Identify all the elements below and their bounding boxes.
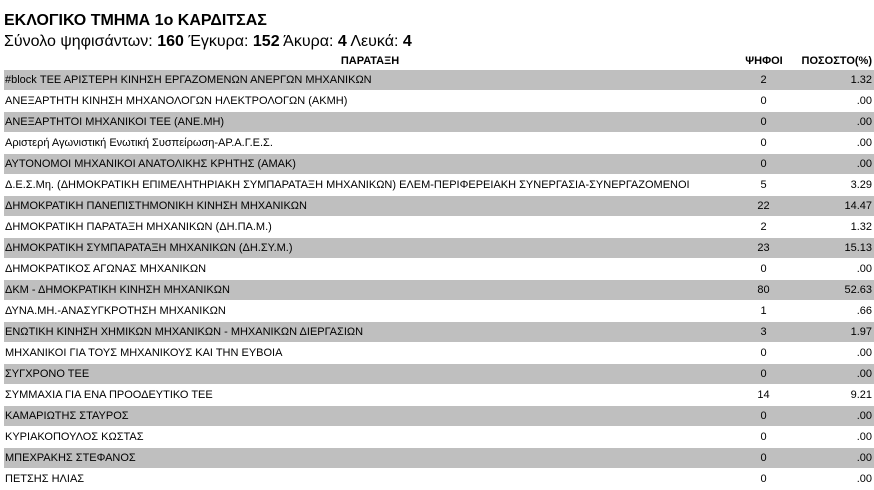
votes-cell: 2 — [736, 70, 792, 91]
percent-cell: 1.32 — [792, 217, 874, 238]
votes-cell: 23 — [736, 238, 792, 259]
invalid-value: 4 — [337, 33, 347, 50]
table-header-row — [4, 52, 874, 70]
votes-cell: 22 — [736, 196, 792, 217]
table-row — [4, 133, 874, 154]
party-name-cell: ΑΥΤΟΝΟΜΟΙ ΜΗΧΑΝΙΚΟΙ ΑΝΑΤΟΛΙΚΗΣ ΚΡΗΤΗΣ (ΑΜΑΚ) — [4, 154, 736, 175]
party-name-cell: ΣΥΜΜΑΧΙΑ ΓΙΑ ΕΝΑ ΠΡΟΟΔΕΥΤΙΚΟ ΤΕΕ — [4, 385, 736, 406]
votes-cell: 0 — [736, 364, 792, 385]
party-name-cell: ΔΚΜ - ΔΗΜΟΚΡΑΤΙΚΗ ΚΙΝΗΣΗ ΜΗΧΑΝΙΚΩΝ — [4, 280, 736, 301]
total-value: 160 — [157, 33, 184, 50]
percent-cell: .00 — [792, 364, 874, 385]
percent-cell: .00 — [792, 133, 874, 154]
votes-cell: 5 — [736, 175, 792, 196]
party-name-cell: ΔΗΜΟΚΡΑΤΙΚΗ ΣΥΜΠΑΡΑΤΑΞΗ ΜΗΧΑΝΙΚΩΝ (ΔΗ.ΣΥ.Μ.) — [4, 238, 736, 259]
votes-cell: 0 — [736, 448, 792, 469]
percent-cell: 15.13 — [792, 238, 874, 259]
party-name-cell: ΔΥΝΑ.ΜΗ.-ΑΝΑΣΥΓΚΡΟΤΗΣΗ ΜΗΧΑΝΙΚΩΝ — [4, 301, 736, 322]
votes-cell: 0 — [736, 427, 792, 448]
percent-cell: .66 — [792, 301, 874, 322]
party-name-cell: ΑΝΕΞΑΡΤΗΤΟΙ ΜΗΧΑΝΙΚΟΙ ΤΕΕ (ΑΝΕ.ΜΗ) — [4, 112, 736, 133]
party-name-cell: ΜΗΧΑΝΙΚΟΙ ΓΙΑ ΤΟΥΣ ΜΗΧΑΝΙΚΟΥΣ ΚΑΙ ΤΗΝ ΕΥΒΟΙΑ — [4, 343, 736, 364]
table-row — [4, 112, 874, 133]
votes-cell: 0 — [736, 91, 792, 112]
percent-cell: .00 — [792, 469, 874, 490]
percent-cell: .00 — [792, 448, 874, 469]
table-row — [4, 175, 874, 196]
percent-cell: 9.21 — [792, 385, 874, 406]
votes-cell: 3 — [736, 322, 792, 343]
percent-cell: .00 — [792, 91, 874, 112]
votes-cell: 14 — [736, 385, 792, 406]
table-row — [4, 217, 874, 238]
party-name-cell: ΑΝΕΞΑΡΤΗΤΗ ΚΙΝΗΣΗ ΜΗΧΑΝΟΛΟΓΩΝ ΗΛΕΚΤΡΟΛΟΓΩΝ (ΑΚΜΗ) — [4, 91, 736, 112]
party-name-cell: ΔΗΜΟΚΡΑΤΙΚΗ ΠΑΡΑΤΑΞΗ ΜΗΧΑΝΙΚΩΝ (ΔΗ.ΠΑ.Μ.) — [4, 217, 736, 238]
party-name-cell: #block ΤΕΕ ΑΡΙΣΤΕΡΗ ΚΙΝΗΣΗ ΕΡΓΑΖΟΜΕΝΩΝ ΑΝΕΡΓΩΝ ΜΗΧΑΝΙΚΩΝ — [4, 70, 736, 91]
votes-cell: 80 — [736, 280, 792, 301]
percent-cell: .00 — [792, 427, 874, 448]
votes-cell: 0 — [736, 406, 792, 427]
table-row — [4, 196, 874, 217]
party-name-cell: ΔΗΜΟΚΡΑΤΙΚΟΣ ΑΓΩΝΑΣ ΜΗΧΑΝΙΚΩΝ — [4, 259, 736, 280]
table-body — [4, 70, 874, 490]
column-header-party: ΠΑΡΑΤΑΞΗ — [4, 52, 736, 70]
table-row — [4, 469, 874, 490]
party-name-cell: ΠΕΤΣΗΣ ΗΛΙΑΣ — [4, 469, 736, 490]
percent-cell: .00 — [792, 406, 874, 427]
table-row — [4, 70, 874, 91]
party-name-cell: ΚΥΡΙΑΚΟΠΟΥΛΟΣ ΚΩΣΤΑΣ — [4, 427, 736, 448]
table-row — [4, 322, 874, 343]
percent-cell: .00 — [792, 154, 874, 175]
percent-cell: 1.32 — [792, 70, 874, 91]
party-name-cell: ΣΥΓΧΡΟΝΟ ΤΕΕ — [4, 364, 736, 385]
column-header-votes: ΨΗΦΟΙ — [736, 52, 792, 70]
party-name-cell: Δ.Ε.Σ.Μη. (ΔΗΜΟΚΡΑΤΙΚΗ ΕΠΙΜΕΛΗΤΗΡΙΑΚΗ ΣΥΜΠΑΡΑΤΑΞΗ ΜΗΧΑΝΙΚΩΝ) ΕΛΕΜ-ΠΕΡΙΦΕΡΕΙΑΚΗ ΣΥΝΕΡΓΑΣΙΑ-ΣΥΝΕΡΓΑΖΟΜΕΝΟΙ — [4, 175, 736, 196]
table-row — [4, 448, 874, 469]
table-row — [4, 343, 874, 364]
table-row — [4, 385, 874, 406]
votes-cell: 0 — [736, 133, 792, 154]
invalid-label: Άκυρα: — [283, 33, 334, 50]
votes-cell: 2 — [736, 217, 792, 238]
table-row — [4, 259, 874, 280]
table-row — [4, 91, 874, 112]
percent-cell: 14.47 — [792, 196, 874, 217]
percent-cell: 52.63 — [792, 280, 874, 301]
table-row — [4, 301, 874, 322]
percent-cell: .00 — [792, 112, 874, 133]
votes-cell: 1 — [736, 301, 792, 322]
votes-cell: 0 — [736, 154, 792, 175]
party-name-cell: ΜΠΕΧΡΑΚΗΣ ΣΤΕΦΑΝΟΣ — [4, 448, 736, 469]
blank-value: 4 — [402, 33, 412, 50]
total-label: Σύνολο ψηφισάντων: — [4, 33, 153, 50]
percent-cell: 3.29 — [792, 175, 874, 196]
valid-label: Έγκυρα: — [188, 33, 249, 50]
percent-cell: 1.97 — [792, 322, 874, 343]
table-row — [4, 406, 874, 427]
votes-cell: 0 — [736, 112, 792, 133]
table-row — [4, 427, 874, 448]
vote-summary — [4, 33, 412, 51]
party-name-cell: Αριστερή Αγωνιστική Ενωτική Συσπείρωση-ΑΡ.Α.Γ.Ε.Σ. — [4, 133, 736, 154]
results-table — [4, 52, 874, 490]
page-title: ΕΚΛΟΓΙΚΟ ΤΜΗΜΑ 1ο ΚΑΡΔΙΤΣΑΣ — [4, 12, 267, 29]
table-row — [4, 364, 874, 385]
party-name-cell: ΔΗΜΟΚΡΑΤΙΚΗ ΠΑΝΕΠΙΣΤΗΜΟΝΙΚΗ ΚΙΝΗΣΗ ΜΗΧΑΝΙΚΩΝ — [4, 196, 736, 217]
party-name-cell: ΕΝΩΤΙΚΗ ΚΙΝΗΣΗ ΧΗΜΙΚΩΝ ΜΗΧΑΝΙΚΩΝ - ΜΗΧΑΝΙΚΩΝ ΔΙΕΡΓΑΣΙΩΝ — [4, 322, 736, 343]
votes-cell: 0 — [736, 469, 792, 490]
table-row — [4, 238, 874, 259]
percent-cell: .00 — [792, 343, 874, 364]
column-header-percent: ΠΟΣΟΣΤΟ(%) — [792, 52, 874, 70]
table-row — [4, 154, 874, 175]
votes-cell: 0 — [736, 259, 792, 280]
party-name-cell: ΚΑΜΑΡΙΩΤΗΣ ΣΤΑΥΡΟΣ — [4, 406, 736, 427]
percent-cell: .00 — [792, 259, 874, 280]
table-row — [4, 280, 874, 301]
votes-cell: 0 — [736, 343, 792, 364]
blank-label: Λευκά: — [350, 33, 399, 50]
valid-value: 152 — [252, 33, 280, 50]
